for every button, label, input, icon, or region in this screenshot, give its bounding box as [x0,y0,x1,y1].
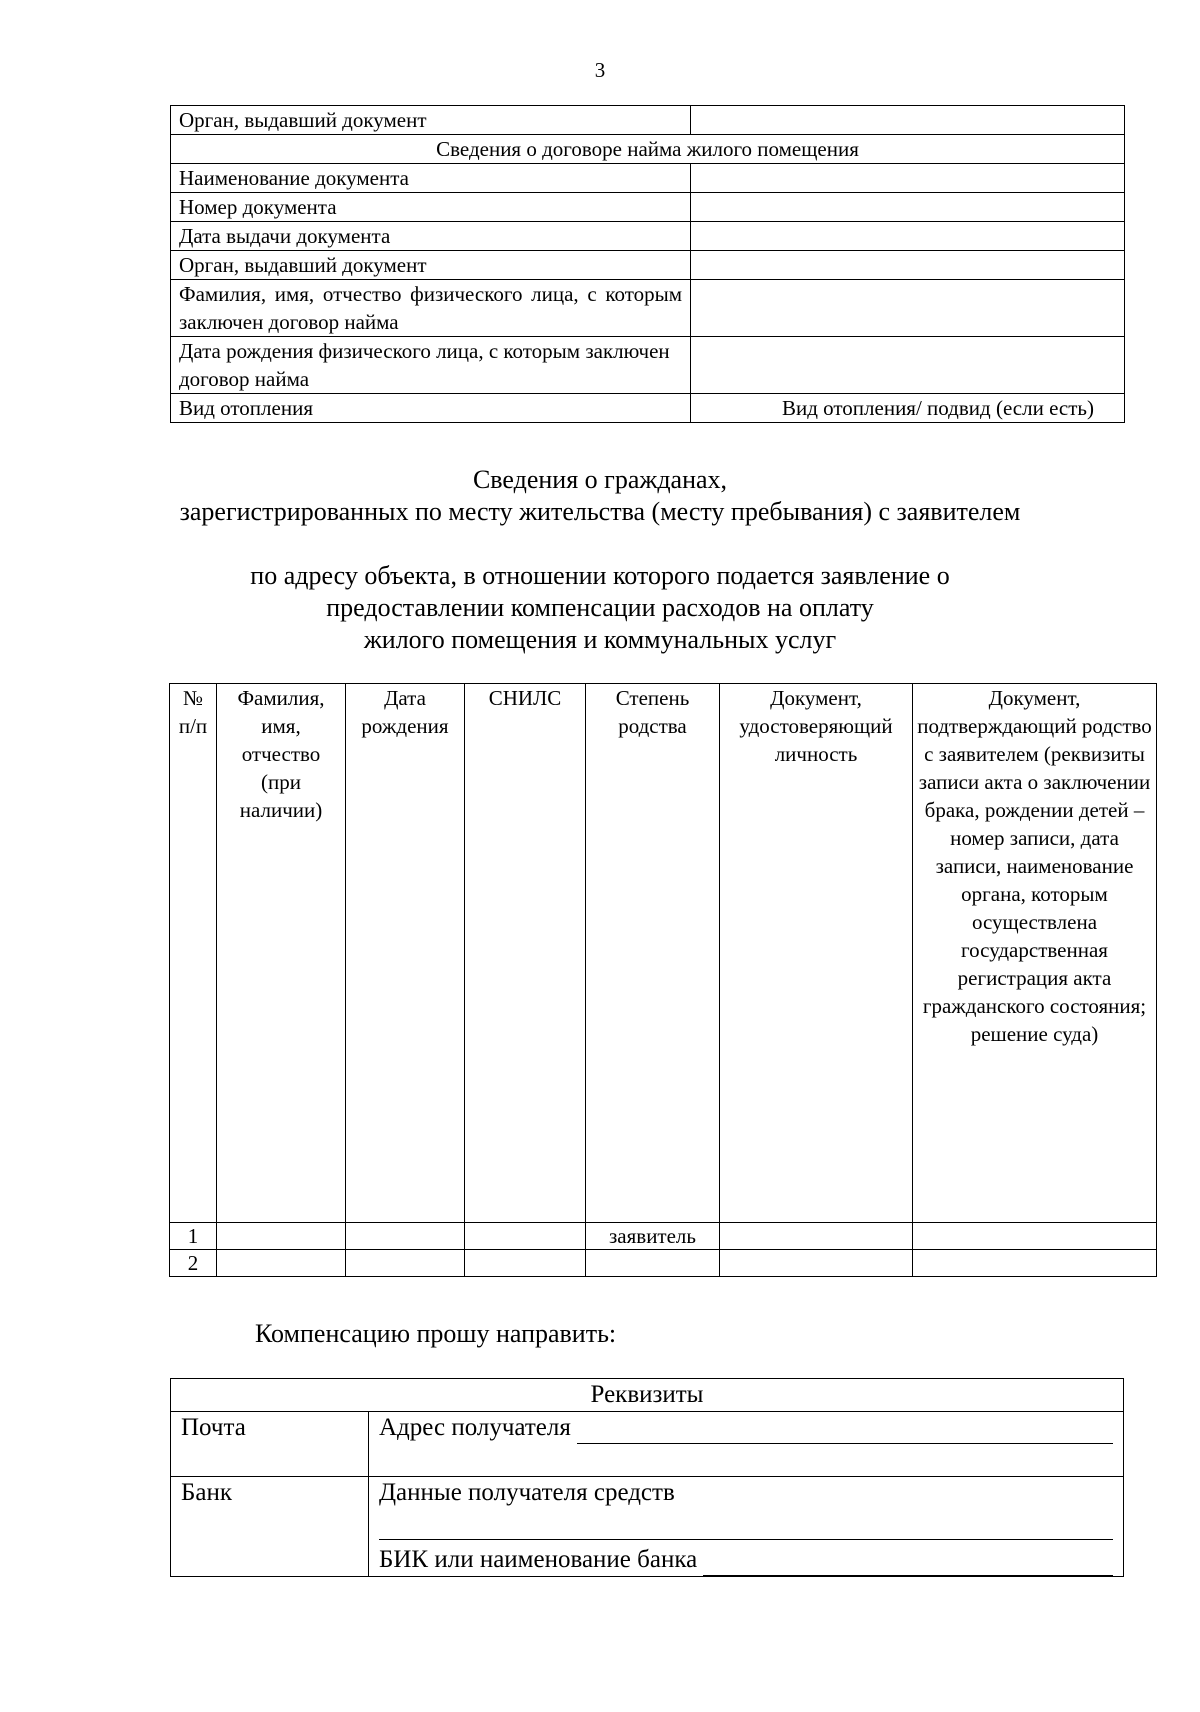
table-row [171,251,1125,280]
table-header-row [170,684,1157,1223]
bank-field[interactable] [369,1477,1124,1577]
snils-cell[interactable] [465,1223,586,1250]
kinship-doc-cell[interactable] [913,1223,1157,1250]
relation-cell[interactable]: заявитель [586,1223,720,1250]
kinship-doc-cell[interactable] [913,1250,1157,1277]
citizens-table [169,683,1157,1277]
table-row [171,135,1125,164]
address-heading [0,560,1200,656]
row-label: Номер документа [171,193,691,222]
col-header-relation: Степень родства [586,684,720,1223]
post-field[interactable] [369,1412,1124,1477]
identity-doc-cell[interactable] [720,1223,913,1250]
table-row [171,280,1125,337]
table-row [171,222,1125,251]
col-header-kinship-doc: Документ, подтверждающий родство с заявителем (реквизиты записи акта о заключении брака, рождении детей – номер записи, дата записи, наименование органа, которым осуществлена государственная регистрация акта гражданского состояния; решение суда) [913,684,1157,1223]
bank-label: Банк [171,1477,369,1577]
col-header-identity-doc: Документ, удостоверяющий личность [720,684,913,1223]
table-row [171,164,1125,193]
citizens-heading [0,464,1200,528]
table-row [171,193,1125,222]
row-label: Наименование документа [171,164,691,193]
details-title: Реквизиты [171,1379,1124,1412]
row-label: Орган, выдавший документ [171,251,691,280]
bank-name-line[interactable] [379,1544,1113,1576]
value-cell[interactable] [691,193,1125,222]
value-cell[interactable] [691,106,1125,135]
row-label: Дата рождения физического лица, с которым заключен договор найма [171,337,691,394]
post-label: Почта [171,1412,369,1477]
heading-line: по адресу объекта, в отношении которого подается заявление о [250,561,950,590]
col-header-birthdate: Дата рождения [346,684,465,1223]
col-header-snils: СНИЛС [465,684,586,1223]
col-header-number: № п/п [170,684,217,1223]
value-cell[interactable] [691,222,1125,251]
value-cell[interactable] [691,164,1125,193]
table-row [171,394,1125,423]
birthdate-cell[interactable] [346,1250,465,1277]
row-label: Дата выдачи документа [171,222,691,251]
table-header-row [171,1379,1124,1412]
table-row [170,1223,1157,1250]
payment-details-table [170,1378,1124,1577]
table-row [171,337,1125,394]
birthdate-cell[interactable] [346,1223,465,1250]
row-number: 1 [170,1223,217,1250]
snils-cell[interactable] [465,1250,586,1277]
table-row [170,1250,1157,1277]
name-cell[interactable] [217,1223,346,1250]
row-number: 2 [170,1250,217,1277]
value-cell[interactable] [691,337,1125,394]
blank-line [703,1551,1113,1576]
compensation-text: Компенсацию прошу направить: [255,1319,617,1348]
identity-doc-cell[interactable] [720,1250,913,1277]
heading-line: зарегистрированных по месту жительства (месту пребывания) с заявителем [179,497,1021,526]
row-label: Орган, выдавший документ [171,106,691,135]
relation-cell[interactable] [586,1250,720,1277]
value-cell[interactable] [691,251,1125,280]
value-cell[interactable] [691,280,1125,337]
blank-line[interactable] [379,1509,1113,1540]
table-row [171,106,1125,135]
recipient-address-line[interactable] [379,1412,1113,1444]
row-label: Вид отопления [171,394,691,423]
housing-contract-table [170,105,1125,423]
table-row [171,1477,1124,1577]
name-cell[interactable] [217,1250,346,1277]
table-row [171,1412,1124,1477]
heating-value[interactable]: Вид отопления/ подвид (если есть) [691,394,1125,423]
section-header: Сведения о договоре найма жилого помещения [171,135,1125,164]
row-label: Фамилия, имя, отчество физического лица, с которым заключен договор найма [171,280,691,337]
recipient-data-label: Данные получателя средств [379,1479,675,1506]
heading-line: Сведения о гражданах, [472,465,728,494]
blank-line [577,1419,1113,1444]
page-number: 3 [594,58,606,82]
col-header-name: Фамилия, имя, отчество (при наличии) [217,684,346,1223]
heading-line: жилого помещения и коммунальных услуг [363,625,837,654]
recipient-address-label: Адрес получателя [379,1414,571,1441]
bank-name-label: БИК или наименование банка [379,1546,698,1573]
heading-line: предоставлении компенсации расходов на оплату [326,593,874,622]
